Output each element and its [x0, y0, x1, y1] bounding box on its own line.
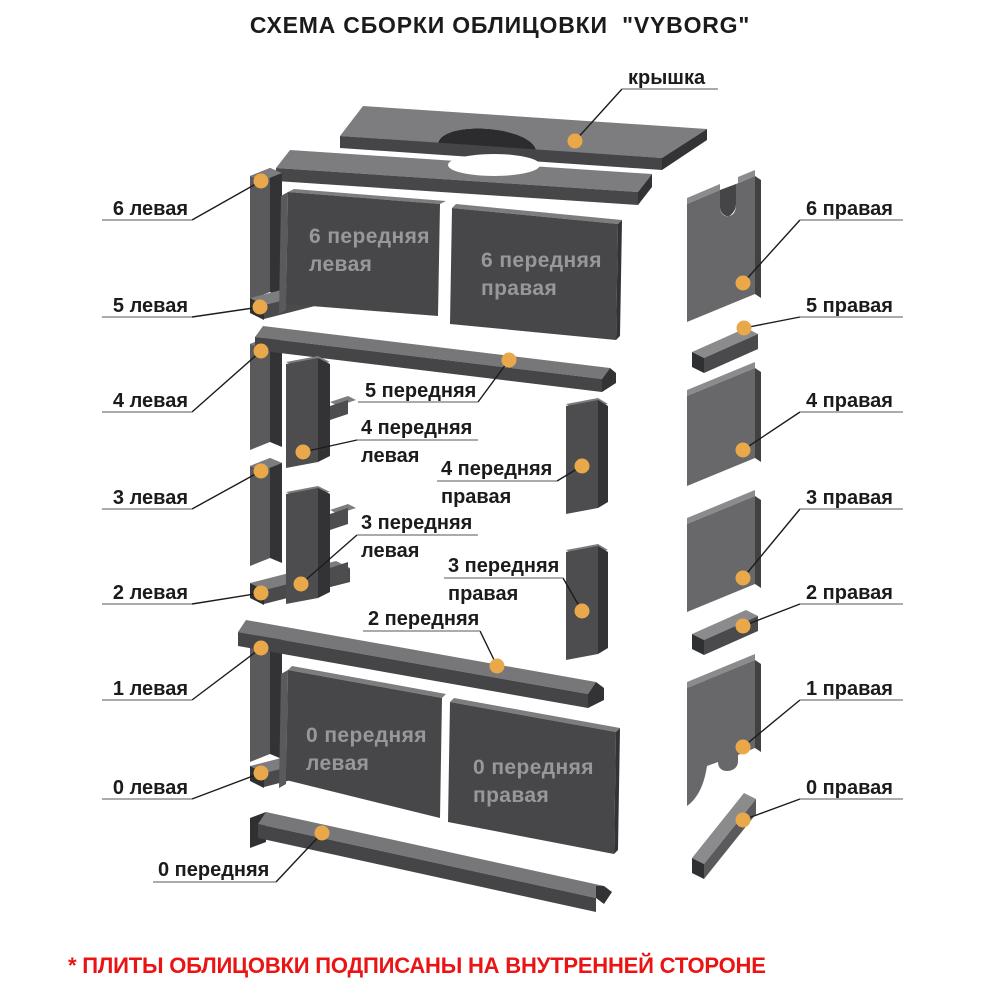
dot-front-5: [502, 353, 517, 368]
label-6-right: 6 правая: [806, 198, 893, 220]
label-4-right: 4 правая: [806, 390, 893, 412]
side-panel-6-left: [250, 168, 282, 300]
label-front-3-right-line1: 3 передняя: [448, 555, 560, 577]
label-3-left: 3 левая: [112, 487, 188, 509]
dot-4-left: [254, 344, 269, 359]
panel-0-front-left-label-line1: 0 передняя: [306, 724, 427, 747]
label-0-left: 0 левая: [112, 777, 188, 799]
label-3-right: 3 правая: [806, 487, 893, 509]
dot-lid: [568, 134, 583, 149]
dot-6-right: [736, 276, 751, 291]
label-front-4-right-line1: 4 передняя: [441, 458, 553, 480]
label-front-4-left-line2: левая: [361, 445, 420, 467]
panel-0-front-left-label-line2: левая: [306, 752, 370, 775]
side-panel-3-right: [687, 490, 761, 612]
label-front-4-left-line1: 4 передняя: [361, 417, 473, 439]
label-front-3-left-line1: 3 передняя: [361, 512, 473, 534]
label-front-3-right-line2: правая: [448, 583, 519, 605]
dot-3-right: [736, 571, 751, 586]
label-5-left: 5 левая: [112, 295, 188, 317]
label-4-left: 4 левая: [112, 390, 188, 412]
front-panel-6-right: [450, 204, 622, 340]
front-panel-4-right: [566, 398, 608, 514]
label-lid: крышка: [628, 67, 706, 89]
dot-front-4-left: [296, 445, 311, 460]
dot-6-left: [254, 174, 269, 189]
label-5-right: 5 правая: [806, 295, 893, 317]
panel-6-right-notch: [720, 184, 736, 216]
panel-6-front-right-label-line1: 6 передняя: [481, 249, 602, 272]
front-panel-3-right: [566, 544, 608, 660]
label-front-2: 2 передняя: [368, 608, 480, 630]
dot-4-right: [736, 443, 751, 458]
callout-lid: [622, 67, 718, 89]
dot-2-left: [254, 586, 269, 601]
label-front-0: 0 передняя: [158, 859, 270, 881]
footnote: * ПЛИТЫ ОБЛИЦОВКИ ПОДПИСАНЫ НА ВНУТРЕННЕЙ СТОРОНЕ: [68, 953, 766, 978]
front-panel-0-left: [279, 666, 446, 818]
dot-front-2: [490, 659, 505, 674]
dot-5-left: [253, 300, 268, 315]
page-title: СХЕМА СБОРКИ ОБЛИЦОВКИ "VYBORG": [249, 12, 751, 38]
lid-hole: [448, 154, 540, 176]
side-panel-6-right: [687, 170, 761, 322]
front-panel-0-right: [448, 698, 620, 854]
dot-front-3-left: [294, 577, 309, 592]
dot-front-4-right: [575, 459, 590, 474]
panel-6-front-left-label-line1: 6 передняя: [309, 225, 430, 248]
panel-6-front-left-label-line2: левая: [309, 253, 373, 276]
label-1-left: 1 левая: [112, 678, 188, 700]
side-panel-4-right: [687, 362, 761, 486]
dot-1-right: [736, 740, 751, 755]
label-front-5: 5 передняя: [365, 380, 477, 402]
dot-0-left: [254, 766, 269, 781]
label-0-right: 0 правая: [806, 777, 893, 799]
panel-0-front-right-label-line2: правая: [473, 784, 550, 807]
side-panel-1-right: [687, 654, 761, 806]
side-panel-0-right: [692, 793, 756, 879]
side-panel-2-right: [692, 610, 758, 655]
label-2-right: 2 правая: [806, 582, 893, 604]
label-1-right: 1 правая: [806, 678, 893, 700]
dot-front-0: [315, 826, 330, 841]
callouts-left: [102, 198, 192, 799]
label-2-left: 2 левая: [112, 582, 188, 604]
dot-1-left: [254, 641, 269, 656]
panel-0-front-right-label-line1: 0 передняя: [473, 756, 594, 779]
front-panel-6-left: [279, 189, 446, 316]
dot-0-right: [736, 813, 751, 828]
label-6-left: 6 левая: [112, 198, 188, 220]
dot-3-left: [254, 464, 269, 479]
panel-6-front-right-label-line2: правая: [481, 277, 558, 300]
dot-front-3-right: [575, 604, 590, 619]
dot-5-right: [737, 321, 752, 336]
dot-2-right: [736, 619, 751, 634]
lid: [276, 106, 707, 205]
label-front-3-left-line2: левая: [361, 540, 420, 562]
callouts-right: [800, 198, 903, 799]
label-front-4-right-line2: правая: [441, 486, 512, 508]
